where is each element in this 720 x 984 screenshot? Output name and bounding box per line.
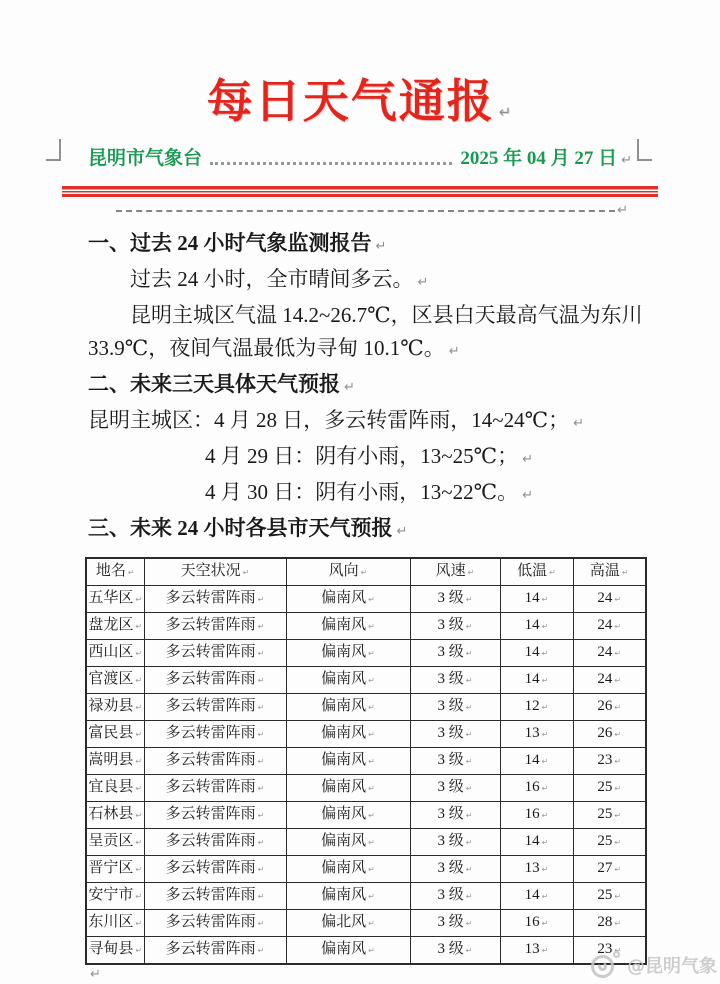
header-cell-speed: 风速 ↵: [410, 558, 500, 586]
cell-end-mark: ↵: [614, 676, 622, 685]
cell-high: 25 ↵: [573, 775, 646, 802]
cell-sky: 多云转雷阵雨 ↵: [144, 802, 286, 829]
cell-end-mark: ↵: [368, 784, 375, 793]
cell-end-mark: ↵: [135, 784, 143, 793]
cell-end-mark: ↵: [621, 568, 629, 577]
cell-end-mark: ↵: [135, 676, 143, 685]
cell-low: 13 ↵: [500, 937, 573, 965]
cell-wind: 偏南风 ↵: [286, 802, 410, 829]
cell-end-mark: ↵: [135, 946, 143, 955]
paragraph-mark: ↵: [498, 103, 514, 121]
cell-wind: 偏南风 ↵: [286, 640, 410, 667]
table-row: [86, 586, 646, 613]
cell-sky: 多云转雷阵雨 ↵: [144, 748, 286, 775]
cell-speed: 3 级 ↵: [410, 748, 500, 775]
cell-end-mark: ↵: [541, 919, 549, 928]
cell-sky: 多云转雷阵雨 ↵: [144, 937, 286, 965]
cell-high: 23 ↵: [573, 937, 646, 965]
forecast-line-1: 昆明主城区：4 月 28 日，多云转雷阵雨，14~24℃； ↵: [88, 408, 585, 432]
paragraph-mark: ↵: [344, 380, 355, 395]
cell-high: 24 ↵: [573, 586, 646, 613]
cell-wind: 偏北风 ↵: [286, 910, 410, 937]
cell-end-mark: ↵: [465, 622, 473, 631]
cell-end-mark: ↵: [541, 865, 549, 874]
cell-end-mark: ↵: [135, 622, 143, 631]
cell-end-mark: ↵: [257, 865, 265, 874]
cell-sky: 多云转雷阵雨 ↵: [144, 775, 286, 802]
cell-end-mark: ↵: [135, 757, 143, 766]
cell-end-mark: ↵: [368, 649, 375, 658]
paragraph-mark: ↵: [396, 524, 408, 539]
cell-end-mark: ↵: [135, 595, 143, 604]
report-date: 2025 年 04 月 27 日: [460, 148, 618, 169]
cell-name: 禄劝县 ↵: [86, 694, 144, 721]
paragraph-mark: ↵: [621, 153, 632, 168]
cell-name: 西山区 ↵: [86, 640, 144, 667]
cell-end-mark: ↵: [257, 703, 265, 712]
cell-end-mark: ↵: [368, 757, 375, 766]
cell-wind: 偏南风 ↵: [286, 775, 410, 802]
cell-speed: 3 级 ↵: [410, 694, 500, 721]
cell-name: 寻甸县 ↵: [86, 937, 144, 965]
cell-low: 16 ↵: [500, 775, 573, 802]
cell-end-mark: ↵: [549, 568, 556, 577]
cell-end-mark: ↵: [541, 946, 549, 955]
cell-wind: 偏南风 ↵: [286, 721, 410, 748]
table-row: [86, 883, 646, 910]
cell-low: 14 ↵: [500, 829, 573, 856]
table-row: [86, 856, 646, 883]
cell-speed: 3 级 ↵: [410, 910, 500, 937]
cell-end-mark: ↵: [614, 649, 622, 658]
section-3-heading: 三、未来 24 小时各县市天气预报 ↵: [88, 516, 408, 540]
cell-end-mark: ↵: [368, 703, 375, 712]
cell-end-mark: ↵: [135, 838, 143, 847]
cell-high: 24 ↵: [573, 667, 646, 694]
cell-speed: 3 级 ↵: [410, 586, 500, 613]
paragraph-mark: ↵: [573, 416, 585, 431]
cell-name: 呈贡区 ↵: [86, 829, 144, 856]
cell-name: 富民县 ↵: [86, 721, 144, 748]
cell-wind: 偏南风 ↵: [286, 883, 410, 910]
cell-sky: 多云转雷阵雨 ↵: [144, 721, 286, 748]
cell-end-mark: ↵: [135, 919, 143, 928]
header-cell-high: 高温 ↵: [573, 558, 646, 586]
weibo-watermark: [590, 951, 717, 979]
cell-low: 16 ↵: [500, 802, 573, 829]
cell-end-mark: ↵: [465, 730, 473, 739]
page-title-row: [0, 74, 720, 140]
cell-end-mark: ↵: [465, 595, 473, 604]
cell-sky: 多云转雷阵雨 ↵: [144, 640, 286, 667]
cell-speed: 3 级 ↵: [410, 829, 500, 856]
table-row: [86, 640, 646, 667]
header-cell-low: 低温 ↵: [500, 558, 573, 586]
table-row: [86, 613, 646, 640]
dotted-leader: [210, 162, 452, 165]
cell-end-mark: ↵: [368, 946, 375, 955]
weibo-logo-icon: [590, 951, 622, 979]
cell-end-mark: ↵: [541, 676, 549, 685]
dashed-rule-row: [116, 205, 628, 217]
cell-end-mark: ↵: [135, 865, 143, 874]
cell-name: 安宁市 ↵: [86, 883, 144, 910]
cell-end-mark: ↵: [541, 703, 549, 712]
cell-high: 28 ↵: [573, 910, 646, 937]
cell-end-mark: ↵: [465, 703, 473, 712]
table-row: [86, 802, 646, 829]
cell-end-mark: ↵: [368, 622, 375, 631]
cell-name: 宜良县 ↵: [86, 775, 144, 802]
watermark-handle: @昆明气象: [627, 956, 717, 977]
cell-end-mark: ↵: [541, 838, 549, 847]
red-double-rule: [62, 186, 658, 197]
cell-end-mark: ↵: [541, 649, 549, 658]
cell-end-mark: ↵: [257, 919, 265, 928]
section-1-heading: 一、过去 24 小时气象监测报告 ↵: [88, 231, 387, 255]
cell-end-mark: ↵: [541, 595, 549, 604]
cell-end-mark: ↵: [614, 865, 622, 874]
table-row: [86, 694, 646, 721]
cell-end-mark: ↵: [368, 595, 375, 604]
cell-end-mark: ↵: [614, 811, 622, 820]
section-2-heading: 二、未来三天具体天气预报 ↵: [88, 372, 355, 396]
cell-low: 12 ↵: [500, 694, 573, 721]
cell-end-mark: ↵: [360, 568, 368, 577]
cell-speed: 3 级 ↵: [410, 613, 500, 640]
top-left-crop-mark: [46, 139, 61, 161]
cell-end-mark: ↵: [541, 757, 549, 766]
cell-end-mark: ↵: [465, 649, 473, 658]
cell-end-mark: ↵: [614, 892, 622, 901]
cell-end-mark: ↵: [614, 946, 622, 955]
cell-end-mark: ↵: [257, 757, 265, 766]
cell-end-mark: ↵: [465, 811, 473, 820]
cell-name: 官渡区 ↵: [86, 667, 144, 694]
table-row: [86, 748, 646, 775]
cell-wind: 偏南风 ↵: [286, 937, 410, 965]
cell-low: 14 ↵: [500, 613, 573, 640]
cell-end-mark: ↵: [368, 676, 375, 685]
cell-end-mark: ↵: [614, 757, 622, 766]
cell-speed: 3 级 ↵: [410, 640, 500, 667]
cell-high: 26 ↵: [573, 721, 646, 748]
header-cell-wind: 风向 ↵: [286, 558, 410, 586]
cell-wind: 偏南风 ↵: [286, 694, 410, 721]
paragraph-mark: ↵: [448, 344, 460, 359]
table-header-row: [86, 558, 646, 586]
page: [0, 74, 720, 982]
table-row: [86, 775, 646, 802]
cell-low: 16 ↵: [500, 910, 573, 937]
cell-sky: 多云转雷阵雨 ↵: [144, 586, 286, 613]
cell-speed: 3 级 ↵: [410, 937, 500, 965]
cell-end-mark: ↵: [368, 811, 375, 820]
cell-name: 五华区 ↵: [86, 586, 144, 613]
forecast-line-2: 4 月 29 日：阴有小雨，13~25℃； ↵: [205, 444, 534, 468]
cell-sky: 多云转雷阵雨 ↵: [144, 667, 286, 694]
cell-wind: 偏南风 ↵: [286, 856, 410, 883]
cell-end-mark: ↵: [541, 892, 549, 901]
table-row: [86, 829, 646, 856]
cell-end-mark: ↵: [541, 622, 549, 631]
cell-end-mark: ↵: [257, 649, 265, 658]
cell-wind: 偏南风 ↵: [286, 586, 410, 613]
cell-sky: 多云转雷阵雨 ↵: [144, 829, 286, 856]
cell-wind: 偏南风 ↵: [286, 613, 410, 640]
cell-high: 25 ↵: [573, 829, 646, 856]
cell-sky: 多云转雷阵雨 ↵: [144, 856, 286, 883]
header-cell-name: 地名 ↵: [86, 558, 144, 586]
cell-name: 嵩明县 ↵: [86, 748, 144, 775]
cell-low: 14 ↵: [500, 748, 573, 775]
cell-name: 石林县 ↵: [86, 802, 144, 829]
cell-end-mark: ↵: [135, 730, 143, 739]
table-row: [86, 937, 646, 965]
cell-end-mark: ↵: [257, 676, 265, 685]
cell-low: 14 ↵: [500, 667, 573, 694]
cell-end-mark: ↵: [467, 568, 475, 577]
cell-end-mark: ↵: [465, 892, 473, 901]
cell-end-mark: ↵: [257, 730, 265, 739]
paragraph-mark: ↵: [375, 239, 387, 254]
section-1-para-1: 过去 24 小时，全市晴间多云。 ↵: [130, 267, 429, 291]
cell-end-mark: ↵: [257, 811, 265, 820]
cell-low: 14 ↵: [500, 883, 573, 910]
cell-speed: 3 级 ↵: [410, 721, 500, 748]
cell-wind: 偏南风 ↵: [286, 667, 410, 694]
cell-name: 晋宁区 ↵: [86, 856, 144, 883]
cell-end-mark: ↵: [368, 919, 375, 928]
cell-end-mark: ↵: [135, 703, 143, 712]
cell-sky: 多云转雷阵雨 ↵: [144, 910, 286, 937]
cell-high: 24 ↵: [573, 613, 646, 640]
cell-high: 26 ↵: [573, 694, 646, 721]
cell-end-mark: ↵: [465, 784, 473, 793]
top-right-crop-mark: [637, 139, 652, 161]
cell-high: 23 ↵: [573, 748, 646, 775]
cell-low: 14 ↵: [500, 586, 573, 613]
cell-wind: 偏南风 ↵: [286, 829, 410, 856]
cell-end-mark: ↵: [465, 865, 473, 874]
cell-wind: 偏南风 ↵: [286, 748, 410, 775]
cell-end-mark: ↵: [368, 865, 375, 874]
cell-end-mark: ↵: [257, 595, 265, 604]
cell-end-mark: ↵: [368, 730, 375, 739]
cell-end-mark: ↵: [368, 892, 375, 901]
cell-end-mark: ↵: [614, 838, 622, 847]
page-title: 每日天气通报: [206, 76, 495, 127]
cell-sky: 多云转雷阵雨 ↵: [144, 613, 286, 640]
cell-end-mark: ↵: [135, 649, 143, 658]
cell-end-mark: ↵: [541, 811, 549, 820]
cell-low: 13 ↵: [500, 856, 573, 883]
cell-name: 盘龙区 ↵: [86, 613, 144, 640]
subheader-row: [88, 146, 632, 174]
cell-end-mark: ↵: [257, 892, 265, 901]
cell-end-mark: ↵: [465, 919, 473, 928]
paragraph-mark: ↵: [617, 203, 628, 218]
cell-end-mark: ↵: [465, 676, 473, 685]
cell-low: 13 ↵: [500, 721, 573, 748]
cell-end-mark: ↵: [614, 703, 622, 712]
header-cell-sky: 天空状况 ↵: [144, 558, 286, 586]
cell-high: 25 ↵: [573, 883, 646, 910]
cell-end-mark: ↵: [614, 784, 622, 793]
cell-speed: 3 级 ↵: [410, 667, 500, 694]
cell-end-mark: ↵: [368, 838, 375, 847]
agency-name: 昆明市气象台: [88, 148, 203, 169]
forecast-line-3: 4 月 30 日：阴有小雨，13~22℃。 ↵: [205, 480, 534, 504]
cell-sky: 多云转雷阵雨 ↵: [144, 883, 286, 910]
cell-end-mark: ↵: [257, 784, 265, 793]
cell-speed: 3 级 ↵: [410, 883, 500, 910]
cell-low: 14 ↵: [500, 640, 573, 667]
cell-high: 27 ↵: [573, 856, 646, 883]
cell-end-mark: ↵: [242, 568, 250, 577]
paragraph-mark: ↵: [90, 967, 101, 982]
cell-speed: 3 级 ↵: [410, 775, 500, 802]
cell-end-mark: ↵: [135, 892, 143, 901]
paragraph-mark: ↵: [522, 488, 534, 503]
cell-end-mark: ↵: [257, 838, 265, 847]
cell-end-mark: ↵: [614, 730, 622, 739]
cell-end-mark: ↵: [135, 811, 143, 820]
cell-speed: 3 级 ↵: [410, 802, 500, 829]
cell-sky: 多云转雷阵雨 ↵: [144, 694, 286, 721]
cell-end-mark: ↵: [257, 622, 265, 631]
cell-end-mark: ↵: [614, 595, 622, 604]
table-row: [86, 667, 646, 694]
cell-end-mark: ↵: [127, 568, 135, 577]
document-body: [88, 227, 644, 548]
cell-end-mark: ↵: [465, 757, 473, 766]
cell-end-mark: ↵: [257, 946, 265, 955]
cell-speed: 3 级 ↵: [410, 856, 500, 883]
cell-end-mark: ↵: [614, 622, 622, 631]
cell-end-mark: ↵: [465, 946, 473, 955]
cell-end-mark: ↵: [541, 784, 549, 793]
cell-end-mark: ↵: [614, 919, 622, 928]
cell-name: 东川区 ↵: [86, 910, 144, 937]
paragraph-mark: ↵: [522, 452, 534, 467]
paragraph-mark: ↵: [417, 275, 429, 290]
cell-end-mark: ↵: [541, 730, 549, 739]
table-row: [86, 910, 646, 937]
dashed-rule: [116, 210, 615, 212]
cell-end-mark: ↵: [465, 838, 473, 847]
section-1-para-2: 昆明主城区气温 14.2~26.7℃，区县白天最高气温为东川33.9℃，夜间气温最低为寻甸 10.1℃。 ↵: [88, 303, 643, 360]
cell-high: 24 ↵: [573, 640, 646, 667]
cell-high: 25 ↵: [573, 802, 646, 829]
table-row: [86, 721, 646, 748]
forecast-table: [85, 557, 647, 965]
